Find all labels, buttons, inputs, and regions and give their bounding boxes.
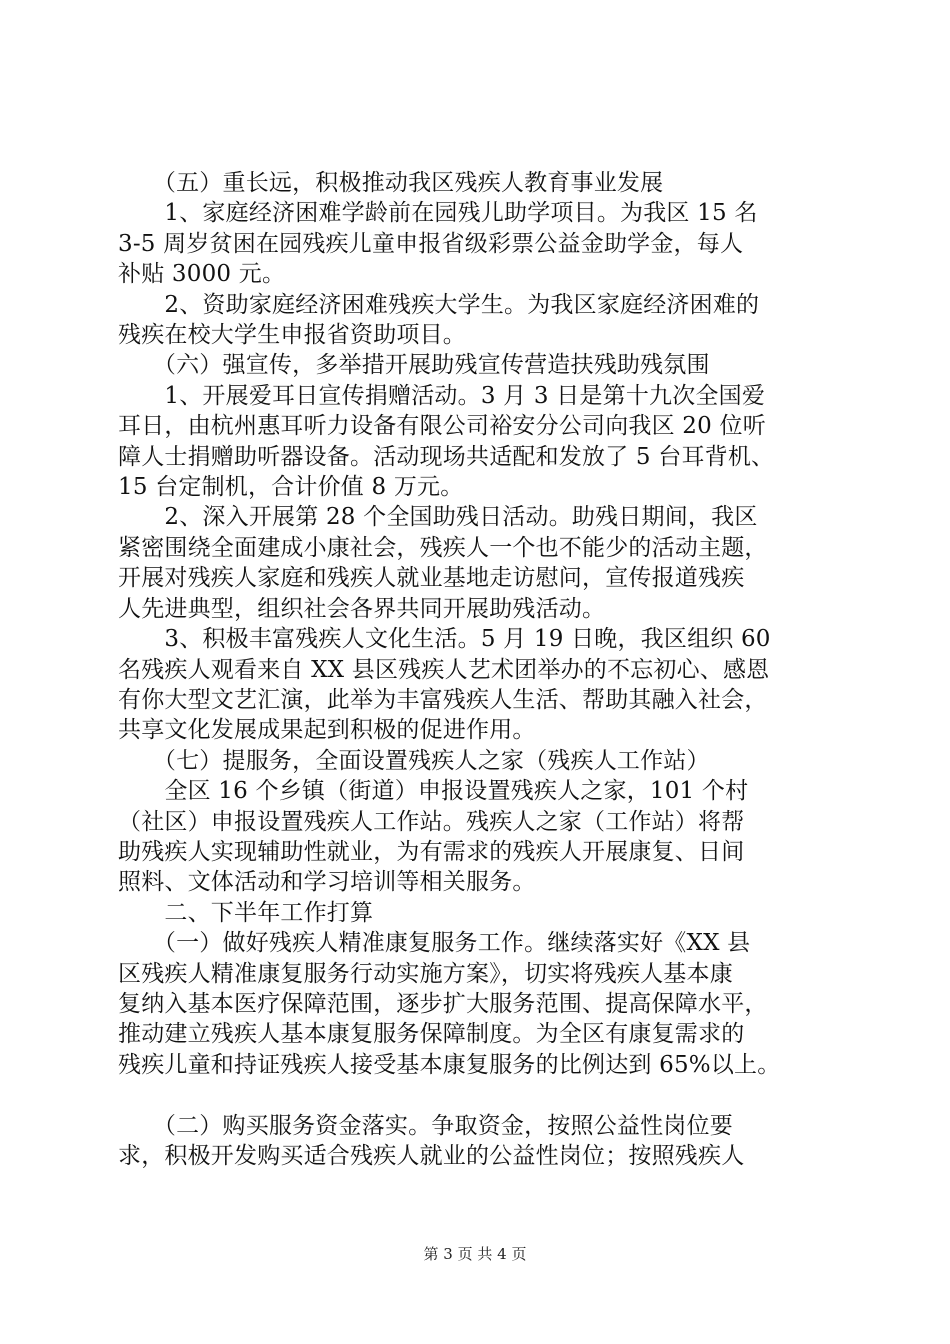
blank-line — [118, 1080, 838, 1110]
text-line: （二）购买服务资金落实。争取资金，按照公益性岗位要 — [118, 1112, 733, 1139]
text-line: （一）做好残疾人精准康复服务工作。继续落实好《XX 县 — [118, 930, 751, 957]
text-line: 求，积极开发购买适合残疾人就业的公益性岗位；按照残疾人 — [118, 1142, 745, 1169]
text-line: 紧密围绕全面建成小康社会，残疾人一个也不能少的活动主题， — [118, 534, 768, 561]
text-line: 2、资助家庭经济困难残疾大学生。为我区家庭经济困难的 — [118, 291, 760, 318]
text-line: 2、深入开展第 28 个全国助残日活动。助残日期间，我区 — [118, 504, 758, 531]
text-line: （七）提服务，全面设置残疾人之家（残疾人工作站） — [118, 747, 710, 774]
text-line: 15 台定制机，合计价值 8 万元。 — [118, 474, 464, 501]
text-line: 区残疾人精准康复服务行动实施方案》，切实将残疾人基本康 — [118, 960, 733, 987]
text-line: 1、家庭经济困难学龄前在园残儿助学项目。为我区 15 名 — [118, 200, 758, 227]
text-line: 3、积极丰富残疾人文化生活。5 月 19 日晚，我区组织 60 — [118, 626, 771, 653]
text-line: 复纳入基本医疗保障范围，逐步扩大服务范围、提高保障水平， — [118, 990, 768, 1017]
text-line: 残疾儿童和持证残疾人接受基本康复服务的比例达到 65%以上。 — [118, 1051, 781, 1078]
text-line: 有你大型文艺汇演，此举为丰富残疾人生活、帮助其融入社会， — [118, 686, 768, 713]
text-line: 开展对残疾人家庭和残疾人就业基地走访慰问，宣传报道残疾 — [118, 565, 745, 592]
text-line: 1、开展爱耳日宣传捐赠活动。3 月 3 日是第十九次全国爱 — [118, 382, 766, 409]
page-footer: 第 3 页 共 4 页 — [423, 1245, 527, 1263]
text-line: 人先进典型，组织社会各界共同开展助残活动。 — [118, 595, 606, 622]
text-line: 全区 16 个乡镇（街道）申报设置残疾人之家，101 个村 — [118, 778, 749, 805]
text-line: 共享文化发展成果起到积极的促进作用。 — [118, 717, 536, 744]
text-line: 补贴 3000 元。 — [118, 261, 286, 288]
text-line: 助残疾人实现辅助性就业，为有需求的残疾人开展康复、日间 — [118, 838, 745, 865]
text-line: 3-5 周岁贫困在园残疾儿童申报省级彩票公益金助学金，每人 — [118, 230, 744, 257]
text-line: 残疾在校大学生申报省资助项目。 — [118, 322, 466, 349]
text-line: 耳日，由杭州惠耳听力设备有限公司裕安分公司向我区 20 位听 — [118, 413, 766, 440]
text-line: 照料、文体活动和学习培训等相关服务。 — [118, 869, 536, 896]
text-line: 名残疾人观看来自 XX 县区残疾人艺术团举办的不忘初心、感恩 — [118, 656, 770, 683]
text-line: 二、下半年工作打算 — [118, 899, 374, 926]
text-line: 推动建立残疾人基本康复服务保障制度。为全区有康复需求的 — [118, 1021, 745, 1048]
text-line: （社区）申报设置残疾人工作站。残疾人之家（工作站）将帮 — [118, 808, 745, 835]
text-line: 障人士捐赠助听器设备。活动现场共适配和发放了 5 台耳背机、 — [118, 443, 775, 470]
document-body — [118, 168, 838, 1171]
text-line: （五）重长远，积极推动我区残疾人教育事业发展 — [118, 170, 664, 196]
text-line: （六）强宣传，多举措开展助残宣传营造扶残助残氛围 — [118, 352, 710, 379]
